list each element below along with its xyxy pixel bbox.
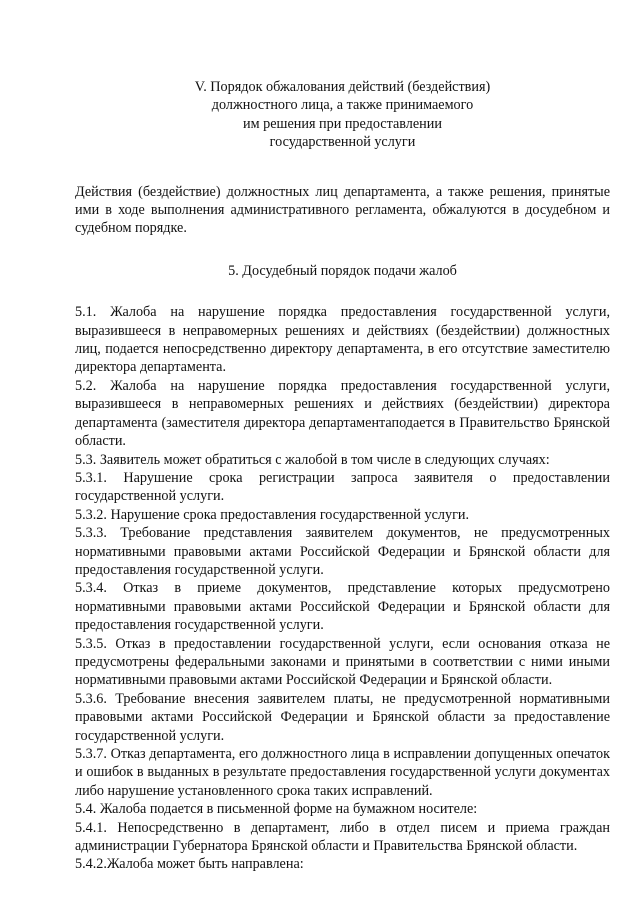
item-5-3-4: 5.3.4. Отказ в приеме документов, представление которых предусмотрено нормативными правовыми актами Российской Федерации и Брянской области для предоставления государственной услуги. [75,580,610,634]
intro-paragraph: Действия (бездействие) должностных лиц департамента, а также решения, принятые ими в ходе выполнения административного регламента, обжалуются в досудебном и судебном порядке. [75,183,610,237]
section-title-line: V. Порядок обжалования действий (бездействия) [194,79,491,95]
item-5-2: 5.2. Жалоба на нарушение порядка предоставления государственной услуги, выразившееся в неправомерных решениях и действиях (бездействии) директора департамента (заместителя директора департаментаподается в Правительство Брянской области. [75,377,610,450]
item-5-3-3: 5.3.3. Требование представления заявителем документов, не предусмотренных нормативными правовыми актами Российской Федерации и Брянской области для предоставления государственной услуги. [75,525,610,578]
item-5-4-2: 5.4.2.Жалоба может быть направлена: [75,856,304,873]
item-5-4: 5.4. Жалоба подается в письменной форме на бумажном носителе: [75,801,478,818]
document-content [75,78,610,874]
item-5-3-5: 5.3.5. Отказ в предоставлении государственной услуги, если основания отказа не предусмотрены федеральными законами и принятыми в соответствии с ними иными нормативными правовыми актами Российской Федерации и Брянской области. [75,635,610,689]
section-title-line: им решения при предоставлении [243,115,442,132]
section-title-line: должностного лица, а также принимаемого [211,97,474,114]
item-5-3-1: 5.3.1. Нарушение срока регистрации запроса заявителя о предоставлении государственной услуги. [75,469,610,505]
item-5-3-6: 5.3.6. Требование внесения заявителем платы, не предусмотренной нормативными правовыми актами Российской Федерации и Брянской области за предоставление государственной услуги. [75,690,610,744]
items-list [75,303,610,874]
item-5-3: 5.3. Заявитель может обратиться с жалобой в том числе в следующих случаях: [75,451,550,468]
subsection-title: 5. Досудебный порядок подачи жалоб [228,262,457,279]
item-5-4-1: 5.4.1. Непосредственно в департамент, либо в отдел писем и приема граждан администрации Губернатора Брянской области и Правительства Брянской области. [75,819,610,855]
section-title [173,78,513,152]
section-title-line: государственной услуги [269,134,416,151]
item-5-3-7: 5.3.7. Отказ департамента, его должностного лица в исправлении допущенных опечаток и ошибок в выданных в результате предоставления государственной услуги документах либо нарушение установленного срока таких исправлений. [75,746,610,799]
item-5-3-2: 5.3.2. Нарушение срока предоставления государственной услуги. [75,506,470,523]
item-5-1: 5.1. Жалоба на нарушение порядка предоставления государственной услуги, выразившееся в неправомерных решениях и действиях (бездействии) должностных лиц, подается непосредственно директору департамента, в его отсутствие заместителю директора департамента. [75,304,610,376]
